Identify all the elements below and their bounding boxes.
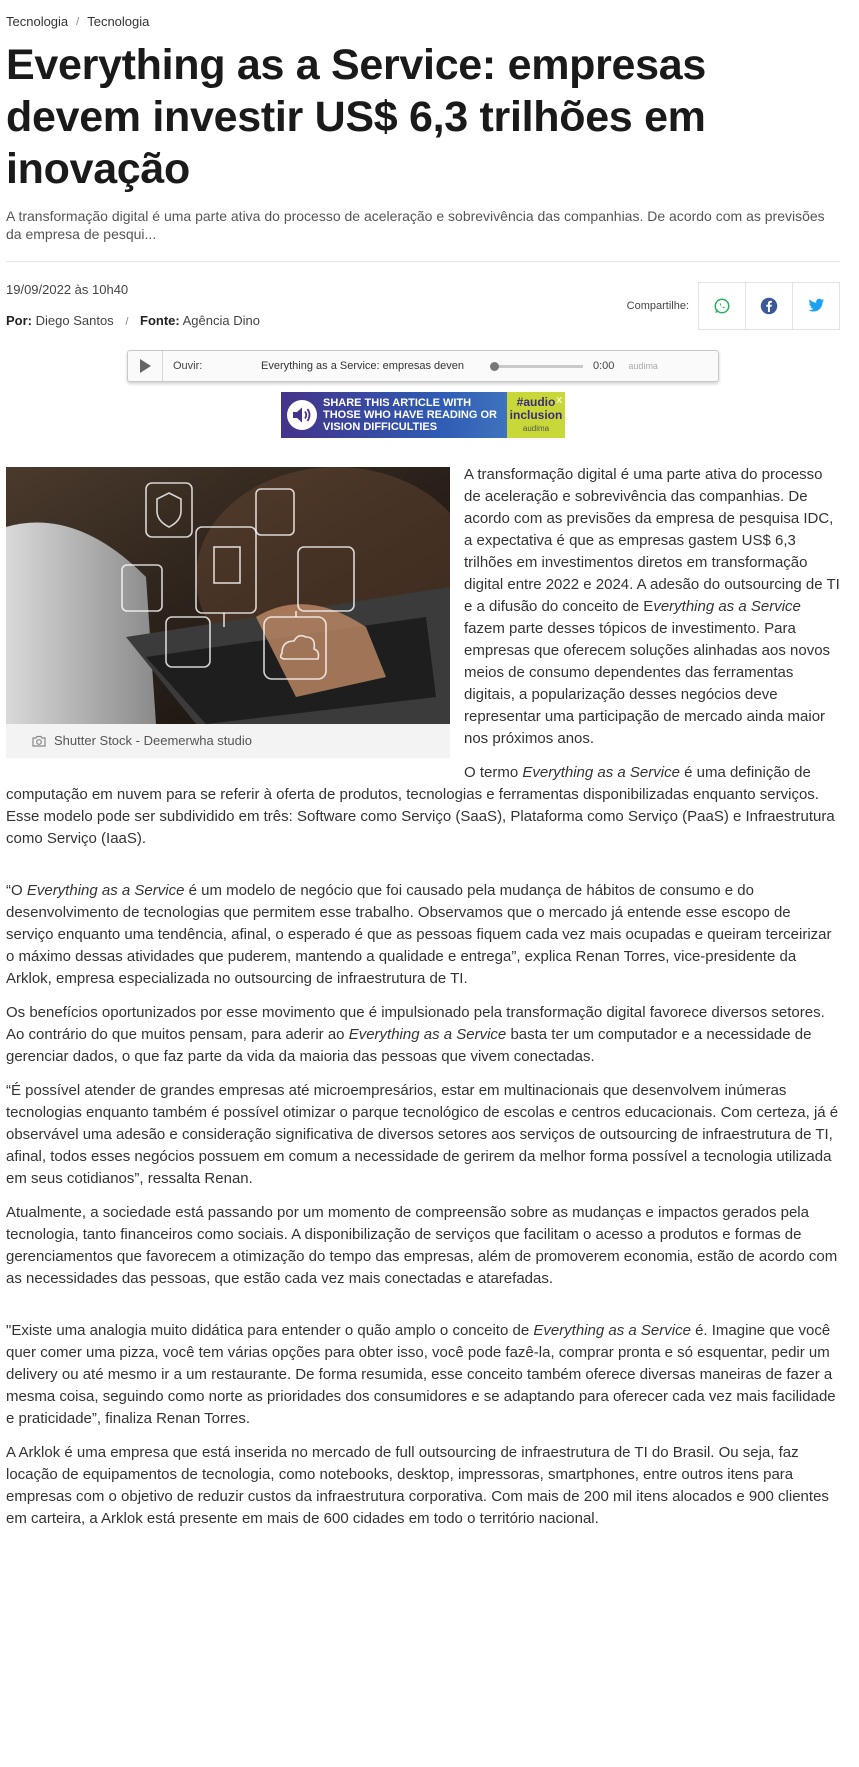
share-label: Compartilhe: [626,300,689,312]
page-title: Everything as a Service: empresas devem investir US$ 6,3 trilhões em inovação [6,41,706,193]
banner-close-button[interactable]: x [556,394,562,406]
author-name: Diego Santos [35,313,114,328]
article-body [6,464,840,1530]
article-paragraph-7 [6,1320,840,1430]
figure-caption-text: Shutter Stock - Deemerwha studio [54,733,252,748]
article-paragraph-4 [6,1002,840,1068]
audio-player [127,350,719,382]
player-time: 0:00 [593,360,615,372]
paragraph-text: é. Imagine que você quer comer uma pizza, você tem várias opções para obter isso, você pode fazê-la, comprar pronta e só esquentar, pedir um delivery ou até mesmo ir a um restaurante. De forma resumida, esse conceito também oferece diversas maneiras de fazer a mesma coisa, seguindo como norte as prioridades dos consumidores e se adaptando para oferecer cada vez mais facilidade e praticidade”, finaliza Renan Torres. [6,1322,836,1427]
breadcrumb-link-section[interactable]: Tecnologia [6,14,69,29]
paragraph-text: é um modelo de negócio que foi causado pela mudança de hábitos de consumo e do desenvolvimento de tecnologias que permitem esse trabalho. Observamos que o mercado já entende esse escopo de serviço enquanto uma tendência, afinal, o esperado é que as pessoas fiquem cada vez mais ocupadas e queiram terceirizar o máximo dessas atividades que puderem, mantendo a qualidade e entrega”, explica Renan Torres, vice-presidente da Arklok, empresa especializada no outsourcing de infraestrutura de TI. [6,882,832,987]
paragraph-emphasis: Everything as a Service [348,1026,507,1043]
banner-tag-line1: #audio [516,395,556,409]
share-whatsapp-button[interactable] [698,282,746,330]
banner-tag-brand: audima [522,424,550,433]
banner-tag-line2: inclusion [509,408,563,422]
paragraph-text: fazem parte desses tópicos de investimento. Para empresas que oferecem soluções alinhadas aos novos meios de consumo dependentes das ferramentas digitais, a popularização desses negócios deve representar uma participação de mercado ainda maior nos próximos anos. [464,620,831,747]
paragraph-emphasis: verything as a Service [653,598,801,615]
article-figure [6,467,450,758]
player-brand: audima [628,361,658,371]
play-button[interactable] [128,351,163,381]
breadcrumb [6,0,840,29]
player-title: Everything as a Service: empresas deven [261,360,464,372]
source-label: Fonte: [140,313,180,328]
speaker-icon [281,392,323,438]
paragraph-text: “O [6,882,27,899]
paragraph-text: é uma definição de computação em nuvem para se referir à oferta de produtos, tecnologias e ferramentas disponibilizadas enquanto serviços. Esse modelo pode ser subdividido em três: Software como Serviço (SaaS), Plataforma como Serviço (PaaS) e Infraestrutura como Serviço (IaaS). [6,764,835,847]
paragraph-emphasis: Everything as a Service [522,764,680,781]
share-facebook-button[interactable] [745,282,793,330]
banner-text: SHARE THIS ARTICLE WITH THOSE WHO HAVE READING OR VISION DIFFICULTIES [323,397,497,433]
paragraph-text: O termo [464,764,523,781]
byline [6,313,260,328]
breadcrumb-separator: / [76,15,80,28]
divider [6,261,840,262]
byline-separator: / [125,316,129,328]
share-twitter-button[interactable] [792,282,840,330]
paragraph-emphasis: Everything as a Service [26,882,185,899]
article-paragraph-5: “É possível atender de grandes empresas até microempresários, estar em multinacionais que desenvolvem inúmeras tecnologias enquanto também é possível otimizar o parque tecnológico de escolas e centros educacionais. Com certeza, já é observável uma adesão e consideração significativa de diversos setores aos serviços de outsourcing de infraestrutura de TI, afinal, todos esses negócios possuem em comum a necessidade de gerirem da melhor forma possível a tecnologia utilizada em seus cotidianos”, ressalta Renan. [6,1082,839,1187]
paragraph-emphasis: Everything as a Service [533,1322,691,1339]
progress-slider[interactable] [493,365,583,368]
article-paragraph-6: Atualmente, a sociedade está passando por um momento de compreensão sobre as mudanças e impactos gerados pela tecnologia, tanto financeiros como sociais. A disponibilização de serviços que facilitam o acesso a produtos e formas de gerenciamentos que favorecem a otimização do tempo das empresas, além de promoverem economia, estão de acordo com as necessidades das pessoas, que estão cada vez mais conectadas e atarefadas. [6,1204,838,1287]
article-paragraph-2 [6,762,840,850]
paragraph-text: "Existe uma analogia muito didática para entender o quão amplo o conceito de [6,1322,534,1339]
article-photo [6,467,450,724]
audio-player-wrap [6,350,840,382]
whatsapp-icon [713,297,731,315]
share-bar [627,282,840,330]
audio-inclusion-banner[interactable] [281,392,565,438]
paragraph-text: Os benefícios oportunizados por esse movimento que é impulsionado pela transformação digital favorece diversos setores. Ao contrário do que muitos pensam, para aderir ao [6,1004,825,1043]
author-label: Por: [6,313,32,328]
figure-caption [6,724,450,758]
play-icon [138,358,152,374]
banner-wrap [6,392,840,438]
publish-date: 19/09/2022 às 10h40 [6,282,129,297]
paragraph-text: basta ter um computador e a necessidade de gerenciar dados, o que faz parte da vida da maioria das pessoas que vivem conectadas. [6,1026,812,1065]
listen-label: Ouvir: [173,360,203,372]
progress-handle[interactable] [490,362,499,371]
article-lead: A transformação digital é uma parte ativa do processo de aceleração e sobrevivência das companhias. De acordo com as previsões da empresa de pesqui... [6,208,825,242]
article-paragraph-3 [6,880,840,990]
article-meta [6,282,260,328]
article-paragraph-8: A Arklok é uma empresa que está inserida no mercado de full outsourcing de infraestrutura de TI do Brasil. Ou seja, faz locação de equipamentos de tecnologia, como notebooks, desktop, impressoras, smartphones, entre outros itens para empresas com o objetivo de reduzir custos da infraestrutura corporativa. Com mais de 200 mil itens alocados e 900 clientes em carteira, a Arklok está presente em mais de 600 cidades em todo o território nacional. [6,1444,829,1527]
twitter-icon [807,298,825,314]
paragraph-text: A transformação digital é uma parte ativa do processo de aceleração e sobrevivência das companhias. De acordo com as previsões da empresa de pesquisa IDC, a expectativa é que as empresas gastem US$ 6,3 trilhões em investimentos diretos em transformação digital entre 2022 e 2024. A adesão do outsourcing de TI e a difusão do conceito de E [464,466,840,615]
breadcrumb-link-subsection[interactable]: Tecnologia [87,14,150,29]
source-name: Agência Dino [182,313,260,328]
camera-icon [32,735,46,747]
meta-row [6,282,840,330]
facebook-icon [760,297,778,315]
